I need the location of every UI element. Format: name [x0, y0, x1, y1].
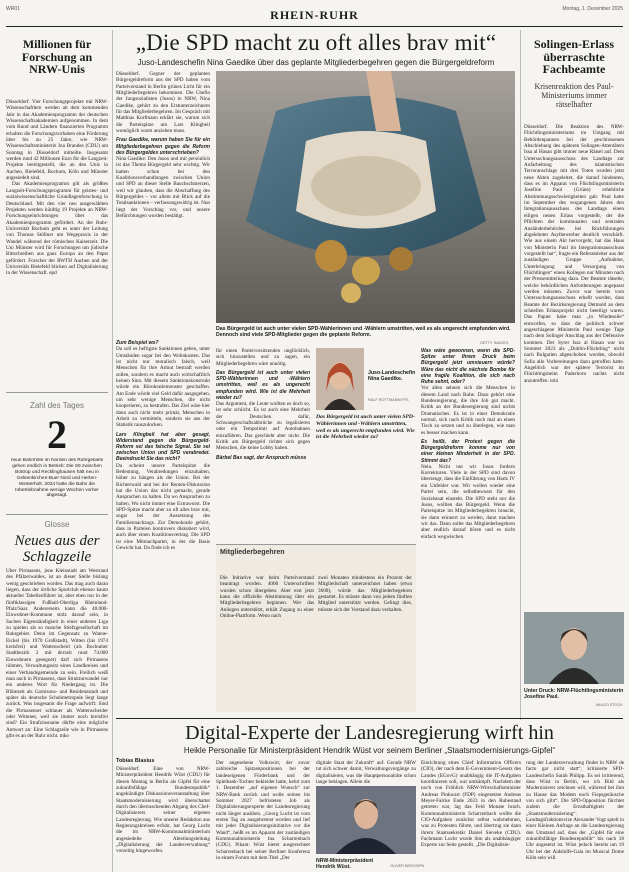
main-answer-2: Da soll es heftigste Sanktionen geben, unter Umständen sogar bei den Wohnkosten. Das ist nicht nur moralisch falsch, weil Menschen für ihre Armut bestraft werden sollen, sondern es macht auch wirtschaftlich keinen Sinn. Mit diesem Sanktionskonstrukt würde ein Bürokratiemonster geschaffen. Am Ende würde viel Geld dafür ausgegeben, um sehr wenige Menschen, die nicht kooperieren, zu bestrafen. Das Ziel wäre hier dann auch nicht mehr primär, Menschen in Arbeit zu vermitteln, sondern sie aus der Statistik rauszulocken.: [116, 346, 210, 429]
section-title: RHEIN-RUHR: [270, 8, 359, 22]
glosse-body: Über Pirmasens, jene Kleinstadt am Westrand des Pfälzerwaldes, ist an dieser Stelle bislang wenig geschrieben worden. Das mag auch daran liegen, dass der örtliche Sportclub ebenso kaum aktueller Tabellenführer ist, aber eben nur in der fünftklassigen Fußball-Oberliga Rheinland-Pfalz/Saar. Andererseits kann die 40.000-Einwohner-Kommune stolz darauf sein, in Sachen Eigenständigkeit in einer anderen Liga zu spielen als so manche Stiefzgesellschaft im Ruhrgebiet. Denn im Gegensatz zu Wanne-Eickel (bis 1970 Großstadt), Witten (bis 1974 kreisfrei) und Wattenscheid (als Bochumer Stadtbezirk 2 mit derzeit rund 74.000 Einwohnern gesegnet) darf sich Pirmasens rühmen, Verwaltungssitz eines Landkreises und einer Verbandsgemeinde zu sein. Freilich weiß man auch in Pirmasens, dass Strukturwandel nur ein anderes Wort für Niedergang ist. Die Blütezeit als Garnisons- und Residenzstadt und später als deutsche Schuhmetropole liegt lange zurück. Was insgesamt die Frage aufwirft: Sind die Pirmasenser schlauer als Wattenscheider oder Wittener, weil sie immer noch kreisfrei sind? Ein Strafzinsname dürfte eine mögliche Antwort an: Eine Schlagzeile wie in Pirmasens gibt es an der Ruhr nicht. mko: [6, 568, 108, 739]
info-box-title: Mitgliederbegehren: [220, 549, 285, 556]
right-photo-illustration: [524, 612, 624, 684]
info-box: [216, 544, 416, 712]
bottom-headline: Digital-Experte der Landesregierung wirft hin: [185, 722, 554, 744]
bottom-dek: Heikle Personalie für Ministerpräsident Hendrik Wüst vor seinem Berliner „Staatsmodernisierungs-Gipfel“: [183, 746, 556, 755]
main-intro: Düsseldorf. Gegner der geplanten Bürgergeldreform aus der SPD haben vom Parteivorstand in Berlin grünes Licht für ein Mitgliederbegehren bekommen. Die Chefin der Jungsozialisten (Jusos) in NRW, Nina Gaedike, gehört zu den Erstunterzeichnern für das Mitgliederbegehren. Im Gespräch mit Matthias Korfmann erklärt sie, warum sich die Parteispitze um Lars Klingbeil womöglich warm anziehen muss.: [116, 71, 210, 135]
main-question-1: Frau Gaedike, warum haben Sie für ein Mitgliederbegehren gegen die Reform des Bürgergeldes unterschrieben?: [116, 137, 210, 156]
main-question-2: Zum Beispiel wo?: [116, 340, 159, 346]
glosse-title: Neues aus der Schlagzeile: [14, 533, 100, 565]
main-answer-3: Da scheint unsere Parteispitze die Bedeutung, Verabredungen einzuhalten, höher zu hängen als die Union. Bei der Richterwahl und bei der Renten-Diskussion hat die Union das nicht gemacht, gerade Ansprachen zu halten. Da wo Ansprachen zu halten. Wo nicht immer eine Extrawurst. Die SPD-Spitze macht aber zu oft alles brav mit, sogar bei der Aussetzung des Familiennachzugs. Zur Demokratie gehört, dass in Parteien kontrovers diskutiert wird, auch über einen Koalitionsvertrag. Die SPD ist eine Mitmachpartei, in der die Basis Gewicht hat. Da finde ich es: [116, 462, 210, 552]
section-rule: [6, 26, 623, 27]
issue-date: Montag, 1. Dezember 2025: [562, 6, 623, 12]
bottom-col2: Der angesehene Volkswirt, der zuvor zahlreiche Spitzenpositionen bei der landeseigenen Förderbank und der Spielbank-Tochter bekleidet hatte, kehrt zum 1. Dezember „auf eigenen Wunsch“ zur NRW-Bank zurück und wolle seinen bis Sommer 2027 befristeten Job als Digitalisierungsexperte der Landesregierung nicht länger ausüben. „Georg Lucht ist vom ersten Tag an ausgebremst worden und lief mit jeder Digitalisierungsinitiative vor die Wand“, heißt es im Apparat der zuständigen Kommunalministerin Ina Scharrenbach (CDU). Pikant: Wüst bietet ausgerechnet Scharrenbach bei seiner Berliner Konferenz in einem Forum mit dem Titel „Der: [216, 760, 310, 862]
wallet-photo: [216, 71, 515, 323]
bottom-col3: digitale Staat der Zukunft“ auf. Gerade NRW tut sich schwer damit, Verwaltungsvorgänge zu digitalisieren, was die Hauptpersonalräte schon lange beklagen. Allein die: [316, 760, 416, 784]
page-code: WR01: [6, 6, 20, 12]
main-col1: [116, 71, 210, 335]
right-article-body: Düsseldorf. Die Reaktion des NRW-Flüchtlingsministeriums im Umgang mit Behördenpannen bei der geschlossenen Abschiebung des späteren Solingen-Attentäters Issa al Hasan gibt immer neue Rätsel auf. Dem Untersuchungsausschuss des Landtags zur Aufarbeitung des islamistischen Terroranschlags mit drei Toten wurden jetzt neue Akten zugeleitet, die darauf hindeuten, dass es im Apparat von Flüchtlingsministerin Josefine Paul (Grüne) erhebliche Abstimmungsschwierigkeiten gab: Paul hatte im September des vergangenen Jahres den Integrationsausschuss des Landtags einen eiligen neuen Erlass vorgestellt, der die Pflichten der kommunalen und zentralen Ausländerbehörden bei Rückführungen abgelehnter Asylbewerber deutlich verschärft. Wie aus einem Akt hervorgeht, hat das Haus von Ministerin Paul im Integrationsausschuss vorgestellt hat“, fragte ein Referatsleiter aus der zuständigen Gruppe „Aufnahme, Unterbringung und Versorgung von Flüchtlingen“ einen Kollegen nur Minuten nach der Pressemitteilung dazu. Der Beamte rätselte, welche behördlichen Anforderungen angepasst werden müssten. Zuvor war bereits vom Untersuchungsausschuss erhellt worden, dass Beamte der Bezirksregierung Detmold an dem schnellen Erlassprojekt nicht beteiligt waren. Das Papier habe man „in Windeseile“ entworfen, so dass die politisch schwer angeschlagene Ministerin Paul wenige Tage nach dem Solinger Anschlag aus der Defensive kommen. Der Syrer Issa al Hasan war im Sommer 2023 als „Dublin-Flüchtling“ nicht nach Bulgarien abgeschoben worden, obwohl Sofia alle Vorbereitungen dazu getroffen hatte. Angeblich war der spätere Terrorist im Flüchtlingsheim Paderborn nachts nicht anzutreffen. tobi: [524, 124, 624, 384]
portrait-credit: RALF ROTTMANN/FFS: [368, 398, 409, 402]
right-subhead: Krisenreaktion des Paul-Ministeriums immer rätselhafter: [534, 82, 614, 109]
number-text: neue Bahnhöfe im Norden des Ruhrgebiets gehen endlich in Betrieb: Die S9 zwischen Bottrop und Recklinghausen hält neu in Gelsenkirchen-Buer Nord und Herten-Westerholt. 2024 hatte die Bahn die Inbetriebnahme wenige Wochen vorher abgesagt.: [10, 458, 104, 499]
main-question-4: Das Bürgergeld ist auch unter vielen SPD-Wählerinnen und -Wählern umstritten, weil es als ungerecht empfunden wird. Wie ist die Mehrheit wieder zu?: [216, 370, 310, 401]
bottom-photo: [316, 786, 416, 854]
right-photo-credit: IMAGO STOCK: [596, 703, 623, 707]
number-kicker: Zahl des Tages: [29, 401, 85, 410]
left-body-p1: Düsseldorf. Vier Forschungsprojekte mit NRW-Wissenschaftlern werden ab dem kommenden Jahr in das Akademienprogramm der deutschen Wissenschaftsakademien aufgenommen. In dem vom Bund und Ländern finanzierten Programm erhalten die Forschungsvorhaben eine Förderung über bis zu 25 Jahre, wie NRW-Wissenschaftsministerin Ina Brandes (CDU) am Sonntag in Düsseldorf mitteilte. Insgesamt werden rund 42 Millionen Euro für die Langzeit-Projekte bereitgestellt, die an den Unis in Aachen, Bielefeld, Bochum, Köln und Münster angesiedelt sind.: [6, 99, 108, 182]
main-answer-1: Nina Gaedike: Den Jusos und mir persönlich ist das Thema Bürgergeld sehr wichtig. Wir hatten schon bei den Koalitionsverhandlungen zwischen Union und SPD an dieser Stelle Bauchschmerzen, weil wir glauben, dass die Abschaffung des Bürgergeldes – vor allem mit Blick auf die Totalsanktionen – verfassungswidrig ist. Nun liegt der Vorschlag vor, und unsere Befürchtungen wurden bestätigt.: [116, 156, 210, 220]
left-rule-2: [6, 514, 108, 515]
left-rule-1: [6, 392, 108, 393]
main-pull-text: Das Bürgergeld ist auch unter vielen SPD-Wählerinnen und -Wählern umstritten, weil es als ungerecht empfunden wird. Wie ist die Mehrheit wieder zu?: [316, 414, 415, 441]
main-photo-caption: Das Bürgergeld ist auch unter vielen SPD-Wählerinnen und -Wählern umstritten, weil es als ungerecht empfunden wird. Dennoch sind viele SPD-Mitglieder gegen die geplante Reform.: [216, 326, 511, 338]
main-dek: Juso-Landeschefin Nina Gaedike über das geplante Mitgliederbegehren gegen die Bürgergeldreform: [137, 58, 495, 67]
info-box-col2: zwei Monaten mindestens ein Prozent der Mitgliedschaft unterzeichnet haben (etwa 3600), würde das Mitgliederbegehren gestartet. Es müsste dann von jedem fünften Mitglied unterstützt werden. Gelingt dies, müsste sich der Vorstand dazu verhalten.: [318, 575, 412, 613]
info-box-col1: Die Initiative war beim Parteivorstand beantragt worden. 4000 Unterschriften wurden schon übergeben. Aber erst jetzt kann die offizielle Abstimmung über ein Mitgliederbegehren beginnen. Wer das Anliegen unterstützt, erhält Zugang zu einer Online-Plattform. Wenn nach: [220, 575, 314, 620]
main-question-5: Bärbel Bas sagt, der Anspruch müsse: [216, 454, 307, 461]
main-answer-4: Das Argument, die Leute wollten es doch so, ist sehr schlicht. Es ist auch eine Mehrheit der Deutschen dafür, Schwangerschaftsabbrüche zu legalisieren oder ein Tempolimit auf Autobahnen einzuführen. Das geschieht aber nicht. Die Kritik am Bürgergeld richtet sich gegen Menschen, die keine Lobby haben.: [216, 401, 310, 452]
bottom-rule: [116, 718, 623, 719]
bottom-photo-credit: OLIVER BERG/DPA: [390, 864, 425, 868]
bottom-col4: Einrichtung eines Chief Information Officers (CIO), der nach dem E-Government-Gesetz des Landes (EGovG) unabhängig die IT-Aufgaben koordinieren soll, war umkämpft. Nachdem der noch von Fröhlich NRW-Wirtschaftsminister Andreas Pinkwart (FDP) eingesetzte Andreas Meyer-Falcke Ende 2023 in den Ruhestand getreten war, lag das Feld Monate brach. Kommunalministerin Scharrenbach wollte die CIO-Aufgaben zunächst selbst wahrnehmen, was zu Protesten führte, und übertrug sie dann ihrem Staatssekretär Daniel Sieveke (CDU). Fachmann Lucht wurde ihm als unabhängiger Experte zur Seite gestellt. „Die Digitalisie-: [421, 760, 521, 849]
wallet-illustration: [216, 71, 515, 323]
left-article-body: [6, 99, 108, 383]
bottom-photo-caption: NRW-Ministerpräsident Hendrik Wüst.: [316, 858, 374, 870]
right-headline: Solingen-Erlass überraschte Fachbeamte: [533, 37, 614, 76]
main-col2: [216, 348, 310, 540]
bottom-photo-illustration: [316, 786, 416, 854]
divider-right: [520, 30, 521, 720]
main-col4: [421, 348, 515, 708]
main-question-3: Lars Klingbeil hat aber gesagt, Widerstand gegen die Bürgergeld-Reform sei das falsche Signal. Sie sei zwischen Union und SPD verabredet. Beeindruckt Sie das nicht?: [116, 431, 210, 463]
main-answer-7: Nein. Nicht nur wir Jusos fordern Korrekturen. Viele in der SPD sind davon überzeugt, dass die Einführung von Hartz IV ein Unfehler war. Wir wollen wieder eine Partei sein, die selbstbewusst für den Sozialstaat einsteht. Die SPD steht nur die Jusos, wollten das Bürgergeld. Wenn die Parteispitze im Mitgliederbegehren braucht, sie dann erinnert zu werden, dann machen wir das. Dann sollte das Mitgliederbegehren aber endlich darauf hören und es nicht einfach wegwischen.: [421, 463, 515, 540]
left-headline: Millionen für Forschung an NRW-Unis: [21, 37, 93, 76]
main-answer-6: Vor allen sehnen sich die Menschen in diesem Land nach Ruhe. Dazu gehört eine Bundesregierung, die ihre Job gut macht. Kritik an der Bundesregierung sind nichts Dramatisches. Es ist in einer Demokratie normal, sich nach Kritik noch mal an einen Tisch zu setzen und zu überlegen, wie man es besser machen kann.: [421, 385, 515, 436]
right-photo-caption: Unter Druck: NRW-Flüchtlingsministerin Josefine Paul.: [524, 688, 624, 700]
bottom-col5: rung der Landesverwaltung findet in NRW de facto gar nicht statt“, kritisierte SPD-Landeschefin Sarah Philipp. Es sei irritierend, dass Wüst in Berlin, wo ich Bild als Modernisierer zeichnen will, während bei ihm zu Hause das Modem noch Fiepsgeräusche von sich gibt“. Die SPD-Opposition fürchtet zudem die Ernsthaftigkeit der „Staatsmodernisierung“. Landtagsfraktionsvize Alexander Vogt spielt in einer Kleinen Anfrage an die Landesregierung den Umstand auf, dass der „Gipfel für eine zukunftsfähige Bundesrepublik“ bis nach 18 Uhr angesetzt ist. Wüst jedoch bereits um 19 Uhr bei der Aidshilfe-Gala im Musical Dome Köln sein will.: [526, 760, 624, 862]
number-of-the-day: 2: [47, 412, 67, 457]
main-col3-text: für einen Parteivorsitzenden unglücklich, sich hinzustellen und zu sagen, ein Mitgliederbegehren wäre unnötig.: [216, 348, 310, 367]
main-headline: „Die SPD macht zu oft alles brav mit“: [135, 30, 497, 55]
bottom-byline: Tobias Blasius: [116, 758, 155, 764]
right-photo: [524, 612, 624, 684]
left-body-p2: Das Akademienprogramm gilt als größtes Langzeit-Forschungsprogramm für geistes- und sozialwissenschaftliche Grundlagenforschung in Deutschland. Mit den vier neu ausgewählten Projekten werden künftig 19 Projekte an NRW-Forschungseinrichtungen über das Akademienprogramm gefördert. An der Ruhr-Universität Bochum geht es unter der Leitung von Thomas Stöllner um Wegepraxis in der Wandel während der römischen Kaiserzeit. Die Uni Münster wird für Forschungen um jüdische Bittschreiben aus ganz Europa an den Papst gefördert. Forscher der RWTH Aachen und der Universität Bielefeld blicken auf Digitalisierung in der Wissenschaft. epd: [6, 181, 108, 277]
bottom-col1: Düsseldorf. Eine von NRW-Ministerpräsident Hendrik Wüst (CDU) für diesen Montag in Berlin als Gipfel für eine zukunftsfähige Bundesrepublik“ angekündigte Diskussionsveranstaltung über Staatsmodernisierung wird überschattet durch den überraschenden Abgang des Chef-Digitalisierers seiner eigenen Landesregierung. Wie unserer Redaktion aus Regierungskreisen erfuhr, hat Georg Lucht die im NRW-Kommunalministerium angesiedelte Abteilungsleitung „Digitalisierung der Landesverwaltung“ vorzeitig hingeworfen.: [116, 766, 210, 855]
main-col1-b: [116, 340, 210, 712]
main-question-7: Es heißt, der Protest gegen die Bürgergeldreform komme nur von einer kleinen Minderheit in der SPD. Stimmt das?: [421, 438, 515, 464]
portrait-photo: [316, 348, 364, 410]
divider-left: [112, 30, 113, 872]
glosse-kicker: Glosse: [44, 520, 70, 529]
portrait-caption: Juso-Landeschefin Nina Gaedike.: [368, 370, 416, 382]
main-pull-question: [316, 414, 416, 524]
main-question-6: Was wäre gewonnen, wenn die SPD-Spitze unter Ihrem Druck beim Bürgergeld jetzt umsteuern würde? Wäre das nicht die nächste Bombe für eine fragile Koalition, die sich nach Ruhe sehnt, oder?: [421, 348, 515, 386]
portrait-illustration: [316, 348, 364, 410]
main-photo-credit: GETTY IMAGES: [480, 341, 509, 345]
